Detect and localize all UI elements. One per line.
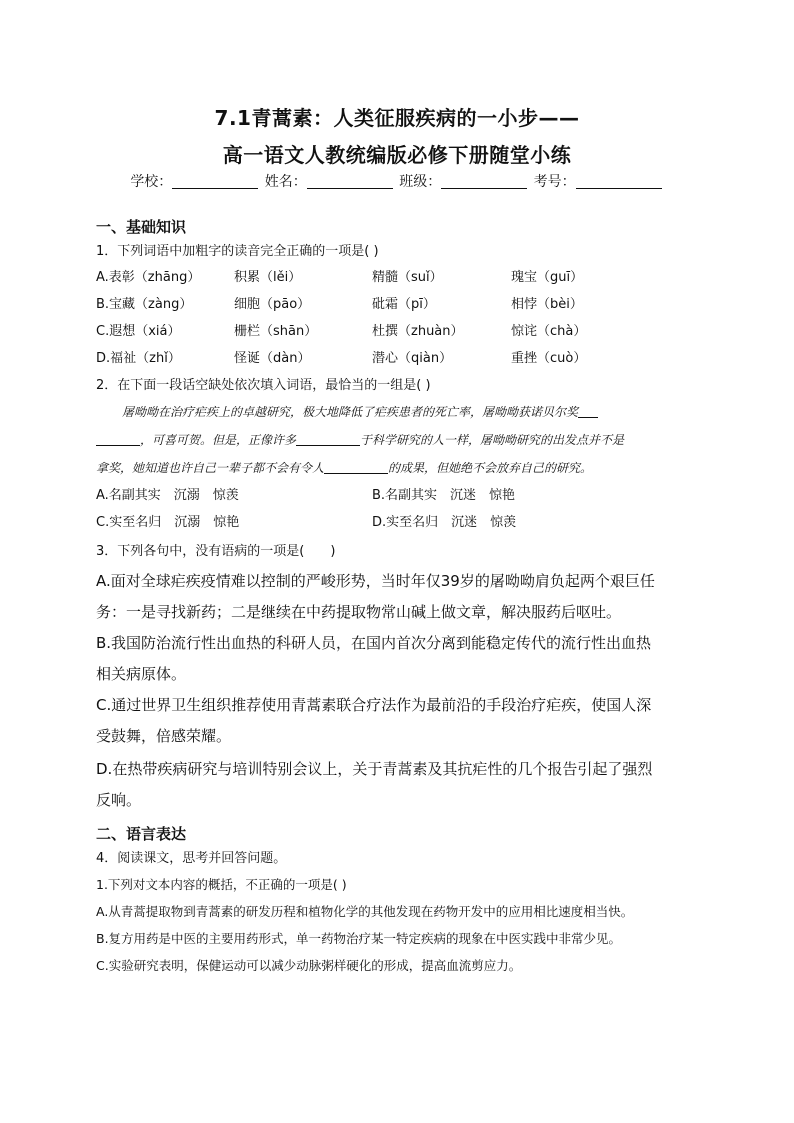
- class-blank[interactable]: [441, 174, 527, 189]
- q3-stem: 3．下列各句中，没有语病的一项是( ): [96, 544, 336, 559]
- q3-option-b-line-1: B.我国防治流行性出血热的科研人员，在国内首次分离到能稳定传代的流行性出血热: [96, 634, 652, 652]
- q2-option-b: B.名副其实 沉迷 惊艳: [372, 488, 516, 503]
- q1-option-b-4: 相悖（bèi）: [511, 297, 583, 312]
- q4-option-a: A.从青蒿提取物到青蒿素的研发历程和植物化学的其他发现在药物开发中的应用相比速度相当快。: [96, 904, 634, 919]
- q3-option-d-line-2: 反响。: [96, 791, 142, 809]
- q1-option-c-2: 栅栏（shān）: [234, 324, 318, 339]
- q4-option-c: C.实验研究表明，保健运动可以减少动脉粥样硬化的形成，提高血流剪应力。: [96, 958, 522, 973]
- q3-option-a-line-1: A.面对全球疟疾疫情难以控制的严峻形势，当时年仅39岁的屠呦呦肩负起两个艰巨任: [96, 572, 655, 590]
- q1-option-d-1: D.福祉（zhǐ）: [96, 351, 181, 366]
- school-label: 学校：: [130, 174, 173, 190]
- q2-option-a: A.名副其实 沉溺 惊羡: [96, 488, 239, 503]
- q2-stem: 2．在下面一段话空缺处依次填入词语，最恰当的一组是( ): [96, 378, 431, 393]
- q1-option-c-3: 杜撰（zhuàn）: [372, 324, 464, 339]
- q2-passage-part-4: 拿奖，她知道也许自己一辈子都不会有令人: [96, 461, 325, 475]
- q2-blank-1b: [96, 433, 140, 446]
- q1-option-c-4: 惊诧（chà）: [511, 324, 587, 339]
- q3-option-d-line-1: D.在热带疾病研究与培训特别会议上，关于青蒿素及其抗疟性的几个报告引起了强烈: [96, 760, 653, 778]
- q2-blank-1a: [578, 405, 598, 418]
- q1-option-b-2: 细胞（pāo）: [234, 297, 311, 312]
- title-line-2: 高一语文人教统编版必修下册随堂小练: [222, 143, 572, 167]
- q2-passage: [96, 398, 696, 482]
- q2-passage-part-1: 屠呦呦在治疗疟疾上的卓越研究，极大地降低了疟疾患者的死亡率，屠呦呦获诺贝尔奖: [122, 405, 579, 419]
- name-label: 姓名：: [264, 174, 307, 190]
- section-heading-expression: 二、语言表达: [96, 825, 187, 843]
- q1-option-a-3: 精髓（suǐ）: [372, 270, 443, 285]
- q2-blank-2: [296, 433, 360, 446]
- q1-option-a-4: 瑰宝（guī）: [511, 270, 584, 285]
- school-blank[interactable]: [172, 174, 258, 189]
- name-blank[interactable]: [307, 174, 393, 189]
- q1-stem: 1．下列词语中加粗字的读音完全正确的一项是( ): [96, 244, 379, 259]
- q1-option-d-3: 潜心（qiàn）: [372, 351, 453, 366]
- q2-option-d: D.实至名归 沉迷 惊羡: [372, 515, 517, 530]
- q1-option-c-1: C.遐想（xiá）: [96, 324, 181, 339]
- q3-option-b-line-2: 相关病原体。: [96, 665, 187, 683]
- exam-number-blank[interactable]: [576, 174, 662, 189]
- q3-option-a-line-2: 务：一是寻找新药；二是继续在中药提取物常山碱上做文章，解决服药后呕吐。: [96, 603, 622, 621]
- q2-passage-part-3: 于科学研究的人一样，屠呦呦研究的出发点并不是: [360, 433, 625, 447]
- student-info-line: [0, 171, 794, 191]
- q2-passage-part-5: 的成果，但她绝不会放弃自己的研究。: [388, 461, 593, 475]
- q3-option-c-line-2: 受鼓舞，倍感荣耀。: [96, 727, 232, 745]
- q4-stem: 4．阅读课文，思考并回答问题。: [96, 851, 287, 866]
- q3-option-c-line-1: C.通过世界卫生组织推荐使用青蒿素联合疗法作为最前沿的手段治疗疟疾，使国人深: [96, 696, 652, 714]
- q1-option-a-2: 积累（lěi）: [234, 270, 302, 285]
- q2-blank-3: [324, 461, 388, 474]
- q2-passage-part-2: ，可喜可贺。但是，正像许多: [140, 433, 297, 447]
- q1-option-d-2: 怪诞（dàn）: [234, 351, 311, 366]
- q2-option-c: C.实至名归 沉溺 惊艳: [96, 515, 240, 530]
- section-heading-basics: 一、基础知识: [96, 218, 187, 236]
- q1-option-d-4: 重挫（cuò）: [511, 351, 587, 366]
- exam-number-label: 考号：: [533, 174, 576, 190]
- class-label: 班级：: [399, 174, 442, 190]
- q4-option-b: B.复方用药是中医的主要用药形式，单一药物治疗某一特定疾病的现象在中医实践中非常少见。: [96, 931, 622, 946]
- q1-option-b-1: B.宝藏（zàng）: [96, 297, 193, 312]
- title-line-1: 7.1青蒿素：人类征服疾病的一小步——: [214, 106, 580, 130]
- q1-option-b-3: 砒霜（pī）: [372, 297, 436, 312]
- q1-option-a-1: A.表彰（zhāng）: [96, 270, 201, 285]
- q4-sub-question: 1.下列对文本内容的概括，不正确的一项是( ): [96, 877, 347, 892]
